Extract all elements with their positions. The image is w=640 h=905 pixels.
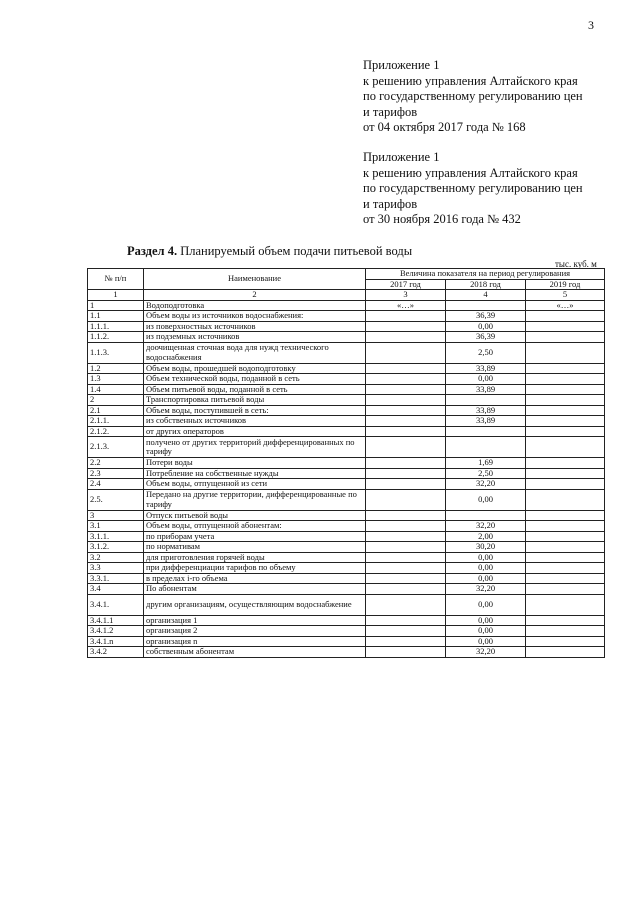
value-2019 [526,542,605,553]
table-row [88,573,605,584]
row-number: 3.1 [88,521,144,532]
section-title [127,244,412,259]
value-2018: 0,00 [446,573,526,584]
row-number: 2.1 [88,405,144,416]
table-row [88,615,605,626]
appendix-line: по государственному регулированию цен [363,89,583,103]
value-2019 [526,416,605,427]
value-2017 [366,626,446,637]
value-2017 [366,594,446,615]
row-number: 3.2 [88,552,144,563]
appendix-line: и тарифов [363,196,418,211]
value-2017 [366,479,446,490]
row-name: при дифференциации тарифов по объему [144,563,366,574]
value-2017 [366,384,446,395]
value-2017 [366,510,446,521]
row-number: 3.3.1. [88,573,144,584]
row-number: 2.5. [88,489,144,510]
row-number: 1.4 [88,384,144,395]
value-2017 [366,573,446,584]
table-row [88,594,605,615]
value-2019 [526,521,605,532]
row-number: 2.1.1. [88,416,144,427]
value-2018: 0,00 [446,594,526,615]
value-2019 [526,647,605,658]
value-2018: 0,00 [446,374,526,385]
value-2018 [446,395,526,406]
row-number: 2.3 [88,468,144,479]
row-number: 3.4 [88,584,144,595]
value-2019: «…» [526,300,605,311]
value-2019 [526,594,605,615]
table-row [88,563,605,574]
row-name: другим организациям, осуществляющим водоснабжение [144,594,366,615]
row-name: из поверхностных источников [144,321,366,332]
value-2018 [446,437,526,458]
value-2017 [366,437,446,458]
row-name: Отпуск питьевой воды [144,510,366,521]
value-2017 [366,426,446,437]
table-body [88,300,605,657]
row-number: 1.1 [88,311,144,322]
value-2018: 36,39 [446,311,526,322]
table-row [88,363,605,374]
row-name: Объем воды из источников водоснабжения: [144,311,366,322]
value-2017 [366,342,446,363]
value-2018 [446,426,526,437]
value-2018: 2,00 [446,531,526,542]
table-row [88,384,605,395]
row-name: по нормативам [144,542,366,553]
value-2017 [366,531,446,542]
value-2017 [366,395,446,406]
row-name: от других операторов [144,426,366,437]
table-row [88,479,605,490]
value-2019 [526,426,605,437]
value-2018: 30,20 [446,542,526,553]
appendix-line: от 04 октября 2017 года № 168 [363,120,526,134]
row-name: получено от других территорий дифференцированных по тарифу [144,437,366,458]
table-row [88,531,605,542]
value-2017 [366,615,446,626]
table-row [88,437,605,458]
table-row [88,542,605,553]
section-label: Раздел 4. [127,244,178,258]
appendix-block-2 [363,150,583,228]
row-number: 1.1.1. [88,321,144,332]
unit-label: тыс. куб. м [555,259,597,269]
value-2019 [526,468,605,479]
value-2019 [526,510,605,521]
table-row [88,311,605,322]
index-cell: 3 [366,290,446,301]
value-2017 [366,489,446,510]
value-2017: «…» [366,300,446,311]
row-number: 3.4.1. [88,594,144,615]
index-cell: 5 [526,290,605,301]
row-number: 1.1.3. [88,342,144,363]
header-year-2017: 2017 год [366,279,446,290]
value-2018 [446,510,526,521]
row-name: Потери воды [144,458,366,469]
value-2017 [366,374,446,385]
table-row [88,626,605,637]
row-number: 3.1.1. [88,531,144,542]
table-row [88,374,605,385]
appendix-line: и тарифов [363,104,418,119]
value-2018: 0,00 [446,626,526,637]
value-2017 [366,636,446,647]
header-num: № п/п [88,269,144,290]
row-name: Объем воды, отпущенной из сети [144,479,366,490]
row-name: в пределах i-го объема [144,573,366,584]
value-2019 [526,563,605,574]
value-2019 [526,615,605,626]
row-name: Объем воды, отпущенной абонентам: [144,521,366,532]
value-2019 [526,374,605,385]
value-2019 [526,395,605,406]
value-2019 [526,573,605,584]
appendix-line: Приложение 1 [363,150,440,164]
value-2019 [526,332,605,343]
row-number: 3.4.1.n [88,636,144,647]
table-row [88,552,605,563]
value-2019 [526,384,605,395]
row-name: организация 2 [144,626,366,637]
row-name: по приборам учета [144,531,366,542]
row-number: 3.4.2 [88,647,144,658]
value-2017 [366,521,446,532]
row-name: Потребление на собственные нужды [144,468,366,479]
page-number: 3 [588,18,594,32]
value-2018: 32,20 [446,521,526,532]
value-2018: 1,69 [446,458,526,469]
value-2017 [366,542,446,553]
value-2018: 0,00 [446,636,526,647]
row-name: Водоподготовка [144,300,366,311]
table-row [88,342,605,363]
index-cell: 2 [144,290,366,301]
value-2019 [526,342,605,363]
row-number: 1.2 [88,363,144,374]
value-2019 [526,636,605,647]
value-2018: 0,00 [446,321,526,332]
value-2019 [526,479,605,490]
value-2018: 32,20 [446,479,526,490]
value-2018: 33,89 [446,363,526,374]
appendix-line: Приложение 1 [363,58,440,72]
section-heading: Планируемый объем подачи питьевой воды [180,244,413,258]
value-2017 [366,468,446,479]
value-2017 [366,416,446,427]
row-number: 2.1.3. [88,437,144,458]
value-2018: 2,50 [446,468,526,479]
table-row [88,395,605,406]
value-2019 [526,321,605,332]
row-number: 2.1.2. [88,426,144,437]
row-number: 2 [88,395,144,406]
row-name: Транспортировка питьевой воды [144,395,366,406]
row-name: Передано на другие территории, дифференцированные по тарифу [144,489,366,510]
value-2017 [366,563,446,574]
value-2019 [526,437,605,458]
value-2019 [526,363,605,374]
table-row [88,647,605,658]
value-2019 [526,552,605,563]
header-period-group: Величина показателя на период регулирования [366,269,605,280]
appendix-line: по государственному регулированию цен [363,181,583,195]
table-row [88,332,605,343]
header-year-2019: 2019 год [526,279,605,290]
header-year-2018: 2018 год [446,279,526,290]
row-number: 1.3 [88,374,144,385]
appendix-line: от 30 ноября 2016 года № 432 [363,212,521,226]
table-row [88,584,605,595]
table-row [88,468,605,479]
appendix-block-1 [363,58,583,136]
value-2018: 33,89 [446,405,526,416]
value-2018: 0,00 [446,489,526,510]
value-2018: 32,20 [446,647,526,658]
table-row [88,489,605,510]
row-name: из собственных источников [144,416,366,427]
row-number: 3.4.1.1 [88,615,144,626]
value-2018: 0,00 [446,552,526,563]
value-2018: 36,39 [446,332,526,343]
appendix-line: к решению управления Алтайского края [363,165,578,180]
row-name: организация n [144,636,366,647]
table-row [88,636,605,647]
row-number: 3 [88,510,144,521]
value-2018: 32,20 [446,584,526,595]
value-2019 [526,458,605,469]
header-name: Наименование [144,269,366,290]
row-number: 3.1.2. [88,542,144,553]
value-2017 [366,332,446,343]
row-number: 3.3 [88,563,144,574]
value-2017 [366,321,446,332]
row-name: для приготовления горячей воды [144,552,366,563]
value-2019 [526,626,605,637]
value-2019 [526,405,605,416]
water-volume-table [87,268,605,658]
value-2019 [526,311,605,322]
row-name: Объем воды, поступившей в сеть: [144,405,366,416]
value-2017 [366,405,446,416]
value-2018: 0,00 [446,563,526,574]
row-number: 2.4 [88,479,144,490]
row-name: организация 1 [144,615,366,626]
table-row [88,510,605,521]
value-2017 [366,647,446,658]
row-name: По абонентам [144,584,366,595]
table-row [88,405,605,416]
value-2018: 2,50 [446,342,526,363]
table-row [88,426,605,437]
table-row [88,458,605,469]
value-2017 [366,584,446,595]
table-row [88,300,605,311]
row-number: 2.2 [88,458,144,469]
row-number: 3.4.1.2 [88,626,144,637]
table-row [88,416,605,427]
value-2019 [526,584,605,595]
value-2019 [526,489,605,510]
index-cell: 1 [88,290,144,301]
value-2019 [526,531,605,542]
value-2018: 33,89 [446,384,526,395]
row-name: Объем воды, прошедшей водоподготовку [144,363,366,374]
row-name: из подземных источников [144,332,366,343]
table-row [88,321,605,332]
value-2017 [366,363,446,374]
value-2017 [366,311,446,322]
row-name: доочищенная сточная вода для нужд технического водоснабжения [144,342,366,363]
row-name: Объем питьевой воды, поданной в сеть [144,384,366,395]
row-number: 1 [88,300,144,311]
index-cell: 4 [446,290,526,301]
row-name: собственным абонентам [144,647,366,658]
value-2018: 0,00 [446,615,526,626]
value-2018 [446,300,526,311]
value-2017 [366,458,446,469]
table-row [88,521,605,532]
row-number: 1.1.2. [88,332,144,343]
row-name: Объем технической воды, поданной в сеть [144,374,366,385]
appendix-line: к решению управления Алтайского края [363,73,578,88]
value-2018: 33,89 [446,416,526,427]
value-2017 [366,552,446,563]
